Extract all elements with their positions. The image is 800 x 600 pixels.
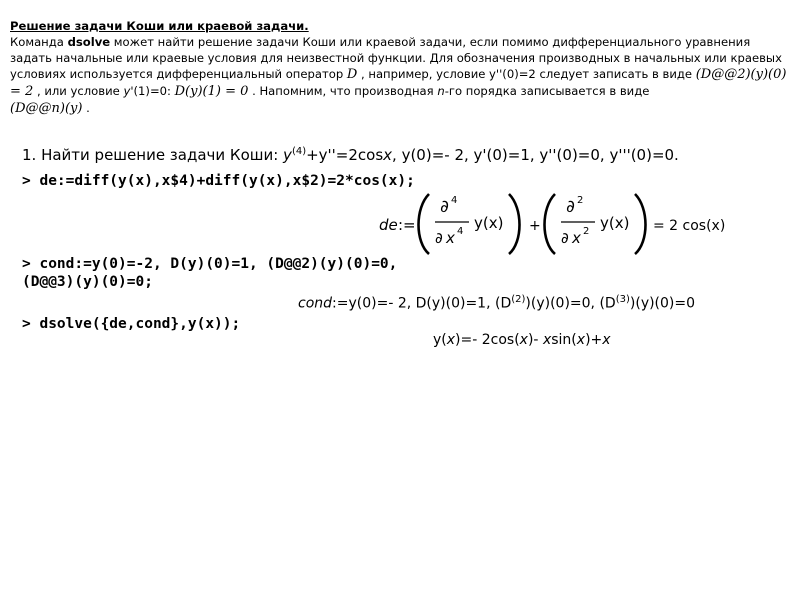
example-formula-3: (D@@n)(y) — [10, 101, 83, 116]
task-statement — [22, 146, 679, 164]
paren-right-1 — [509, 194, 520, 254]
sol-x-3: x — [542, 332, 552, 348]
intro-text-5: . Напомним, что производная — [248, 84, 438, 98]
partial-num-order-1: 4 — [451, 195, 458, 206]
de-assign: := — [398, 216, 416, 234]
y-of-x-1: y(x) — [474, 214, 504, 232]
partial-den-order-2: 2 — [583, 226, 590, 237]
task-y: y — [283, 146, 292, 164]
paren-left-2 — [545, 194, 556, 254]
sol-part-a: y( — [433, 332, 447, 348]
plus-sign: + — [529, 218, 541, 234]
y-of-x-2: y(x) — [600, 214, 630, 232]
intro-text-4b: '(1)=0: — [130, 84, 175, 98]
intro-paragraph — [10, 18, 795, 117]
partial-den-var-2: x — [572, 229, 581, 247]
example-formula-2: D(y)(1) = 0 — [174, 84, 249, 99]
partial-num-order-2: 2 — [577, 195, 584, 206]
maple-worksheet — [22, 146, 792, 366]
intro-text-7: . — [82, 101, 90, 115]
sol-x-5: x — [602, 332, 611, 348]
partial-den-order-1: 4 — [457, 226, 464, 237]
cond-text-a: :=y(0)=- 2, D(y)(0)=1, (D — [332, 295, 512, 312]
maple-command-de[interactable]: > de:=diff(y(x),x$4)+diff(y(x),x$2)=2*cos(x); — [22, 173, 415, 189]
partial-den-2: ∂ — [561, 229, 569, 247]
cond-lhs: cond — [298, 295, 333, 312]
condition-y: y — [123, 84, 131, 98]
paren-right-2 — [635, 194, 646, 254]
sol-part-d: sin( — [551, 332, 577, 348]
maple-command-cond-line1[interactable]: > cond:=y(0)=-2, D(y)(0)=1, (D@@2)(y)(0)=0, — [22, 256, 398, 272]
cond-sup-3: (3) — [615, 294, 630, 305]
cond-text-c: )(y)(0)=0 — [629, 295, 696, 312]
intro-text-6: -го порядка записывается в виде — [444, 84, 650, 98]
order-n: n — [437, 84, 445, 98]
partial-num-2: ∂ — [566, 197, 575, 217]
task-text-a: 1. Найти решение задачи Коши: — [22, 146, 284, 164]
solution-output — [433, 332, 611, 348]
example-formula-1: (D@@2)(y)(0) = 2 — [10, 67, 787, 99]
maple-command-dsolve[interactable]: > dsolve({de,cond},y(x)); — [22, 316, 241, 332]
section-title: Решение задачи Коши или краевой задачи. — [10, 19, 309, 33]
cond-text-b: )(y)(0)=0, (D — [525, 295, 616, 312]
intro-text-4: , или условие — [33, 84, 124, 98]
intro-text-1: Команда — [10, 35, 68, 49]
task-text-b: +y''=2cos — [306, 146, 384, 164]
task-text-c: , y(0)=- 2, y'(0)=1, y''(0)=0, y'''(0)=0. — [392, 146, 679, 164]
intro-text-2: может найти решение задачи Коши или краевой задачи, если помимо дифференциального уравнения задать начальные или краевые условия для неизвестной функции. Для обозначения производных в начальных или краевых условиях используется дифференциальный оператор — [10, 35, 782, 81]
sol-part-e: )+ — [585, 332, 603, 348]
task-order-sup: (4) — [291, 146, 307, 157]
cond-sup-2: (2) — [511, 294, 526, 305]
cond-output — [298, 294, 695, 312]
sol-x-2: x — [519, 332, 528, 348]
sol-x-4: x — [576, 332, 586, 348]
task-x: x — [383, 146, 393, 164]
operator-d: D — [346, 67, 358, 82]
sol-part-c: )- — [527, 332, 543, 348]
de-lhs: de — [379, 216, 398, 234]
paren-left-1 — [419, 194, 430, 254]
partial-den-1: ∂ — [435, 229, 443, 247]
maple-command-cond-line2[interactable]: (D@@3)(y)(0)=0; — [22, 274, 153, 290]
sol-x-1: x — [446, 332, 456, 348]
partial-den-var-1: x — [446, 229, 455, 247]
dsolve-keyword: dsolve — [67, 35, 111, 49]
de-rhs: = 2 cos(x) — [653, 218, 726, 234]
partial-num-1: ∂ — [440, 197, 449, 217]
intro-text-3: , например, условие y''(0)=2 следует записать в виде — [357, 67, 696, 81]
sol-part-b: )=- 2cos( — [455, 332, 520, 348]
de-output — [377, 190, 726, 258]
